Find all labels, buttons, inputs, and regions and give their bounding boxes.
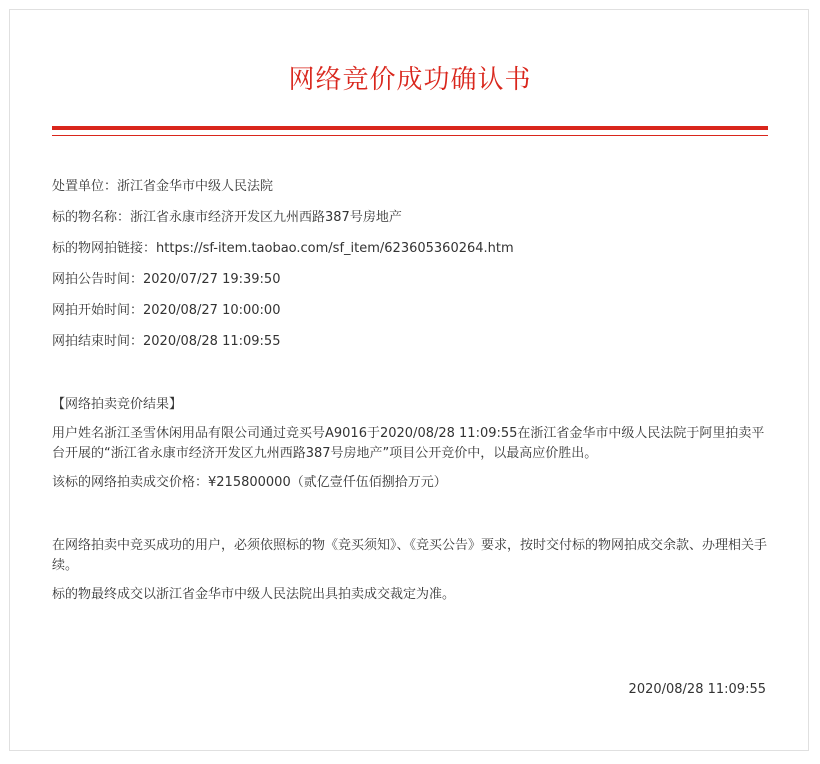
price-line bbox=[52, 473, 768, 493]
result-heading: 【网络拍卖竞价结果】 bbox=[52, 397, 183, 412]
info-row-start-time bbox=[52, 301, 768, 321]
confirmation-document bbox=[9, 9, 809, 751]
info-label: 处置单位： bbox=[52, 179, 118, 194]
notice-paragraph: 在网络拍卖中竞买成功的用户，必须依照标的物《竞买须知》、《竞买公告》要求，按时交付标的物网拍成交余款、办理相关手续。 bbox=[52, 538, 768, 573]
info-row-end-time bbox=[52, 332, 768, 352]
info-row-auction-link bbox=[52, 239, 768, 259]
document-title: 网络竞价成功确认书 bbox=[288, 65, 532, 95]
info-value: 浙江省金华市中级人民法院 bbox=[117, 179, 274, 194]
info-label: 网拍结束时间： bbox=[52, 334, 144, 349]
document-date: 2020/08/28 11:09:55 bbox=[628, 682, 766, 697]
info-label: 标的物名称： bbox=[52, 210, 131, 225]
price-value: ¥215800000（贰亿壹仟伍佰捌拾万元） bbox=[208, 475, 447, 490]
auction-info-block bbox=[52, 177, 768, 352]
price-label: 该标的网络拍卖成交价格： bbox=[52, 475, 209, 490]
info-row-announcement-time bbox=[52, 270, 768, 290]
info-label: 标的物网拍链接： bbox=[52, 241, 157, 256]
info-row-disposal-unit bbox=[52, 177, 768, 197]
info-value: 浙江省永康市经济开发区九州西路387号房地产 bbox=[130, 210, 402, 225]
auction-result-section bbox=[52, 395, 768, 493]
info-label: 网拍开始时间： bbox=[52, 303, 144, 318]
auction-link: https://sf-item.taobao.com/sf_item/623605360264.htm bbox=[156, 241, 514, 256]
title-divider-thin bbox=[52, 135, 768, 136]
document-body bbox=[52, 177, 768, 614]
info-value: 2020/08/27 10:00:00 bbox=[143, 303, 281, 318]
notice-section bbox=[52, 536, 768, 605]
info-value: 2020/07/27 19:39:50 bbox=[143, 272, 281, 287]
final-notice-paragraph: 标的物最终成交以浙江省金华市中级人民法院出具拍卖成交裁定为准。 bbox=[52, 587, 456, 602]
result-paragraph: 用户姓名浙江圣雪休闲用品有限公司通过竞买号A9016于2020/08/28 11:09:55在浙江省金华市中级人民法院于阿里拍卖平台开展的“浙江省永康市经济开发区九州西路387号房地产”项目公开竞价中，以最高应价胜出。 bbox=[52, 426, 765, 461]
info-label: 网拍公告时间： bbox=[52, 272, 144, 287]
info-value: 2020/08/28 11:09:55 bbox=[143, 334, 281, 349]
info-row-subject-name bbox=[52, 208, 768, 228]
title-divider-thick bbox=[52, 126, 768, 130]
